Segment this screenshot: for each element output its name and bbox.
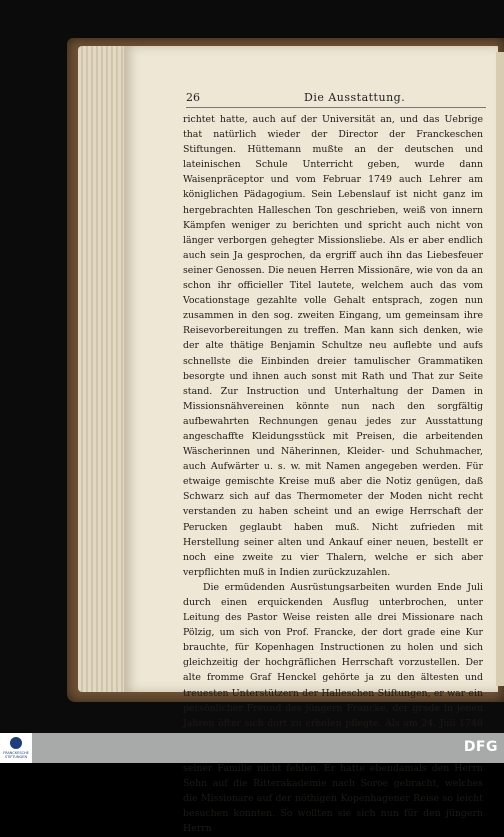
paragraph-2: Die ermüdenden Ausrüstungsarbeiten wurden Ende Juli durch einen erquickenden Ausflug unterbrochen, unter Leitung des Pastor Weise reisten alle drei Missionare nach Pölzig, um sich von Prof. Francke, der dort grade eine Kur brauchte, für Kopenhagen Instructionen zu holen und sich gleichzeitig der hochgräflichen Herrschaft vorzustellen. Der alte fromme Graf Henckel gehörte ja zu den ältesten und treuesten Unterstützern der Halleschen Stiftungen, er war ein persönlicher Freund des jüngern Francke, der grade in jenen Jahren öfter sich dort zu erholen pflegte. Als am 24. Juli 1748 seiner Familie nicht fehlen. Er hatte ebendamals den Herrn Sohn auf die Ritterakademie nach Soroe gebracht, welches die Missionare auf der nöthigen Kopenhagener Reise so leicht besuchen konnten. So wollten sie sich nun für den jüngern Herrn [183,581,483,835]
running-title: Die Ausstattung. [304,91,406,104]
body-text [183,112,483,837]
page-edges [78,46,128,692]
page-header [186,91,486,105]
header-rule [186,107,486,108]
franckesche-stiftungen-logo[interactable] [0,733,32,763]
page-number: 26 [186,91,200,104]
paragraph-1: richtet hatte, auch auf der Universität an, und das Uebrige that natürlich wieder der Director der Franckeschen Stiftungen. Hüttemann mußte an der deutschen und lateinischen Schule Unterricht geben, wurde dann Waisenpräceptor und vom Februar 1749 auch Lehrer am königlichen Pädagogium. Sein Lebenslauf ist nicht ganz im hergebrachten Halleschen Ton geschrieben, weiß von innern Kämpfen weniger zu berichten und spricht auch nicht von länger verborgen gehegter Missionsliebe. Als er aber endlich auch sein Ja gesprochen, da ergriff auch ihn das Liebesfeuer seiner Genossen. Die neuen Herren Missionäre, wie von da an schon ihr officieller Titel lautete, welchem auch das vom Vocationstage gezahlte volle Gehalt entsprach, zogen nun zusammen in den sog. zweiten Eingang, um gemeinsam ihre Reisevorbereitungen zu treffen. Man kann sich denken, wie der alte thätige Benjamin Schultze neu auflebte und aufs schnellste die Einbinden dreier tamulischer Grammatiken besorgte und ihnen auch sonst mit Rath und That zur Seite stand. Zur Instruction und Unterhaltung der Damen in Missionsnähvereinen könnte nun nach den sorgfältig aufbewahrten Rechnungen genau jedes zur Ausstattung angeschaffte Kleidungsstück mit Preisen, die arbeitenden Wäscherinnen und Näherinnen, Kleider- und Schuhmacher, auch Aufwärter u. s. w. mit Namen angegeben werden. Für etwaige gemischte Kreise muß aber die Notiz genügen, daß Schwarz sich auf das Thermometer der Moden nicht recht verstanden zu haben scheint und an ewige Herrschaft der Perucken geglaubt haben muß. Nicht zufrieden mit Herstellung seiner alten und Ankauf einer neuen, bestellt er noch eine zweite zu vier Thalern, welche er sich aber verpflichten muß in Indien zurückzuzahlen. [183,114,483,578]
logo-text: FRANCKESCHE STIFTUNGEN [3,751,29,759]
viewer-footer [0,733,504,763]
dfg-logo[interactable]: DFG [463,739,498,755]
page-right-edge [496,52,504,686]
logo-icon [10,737,22,749]
